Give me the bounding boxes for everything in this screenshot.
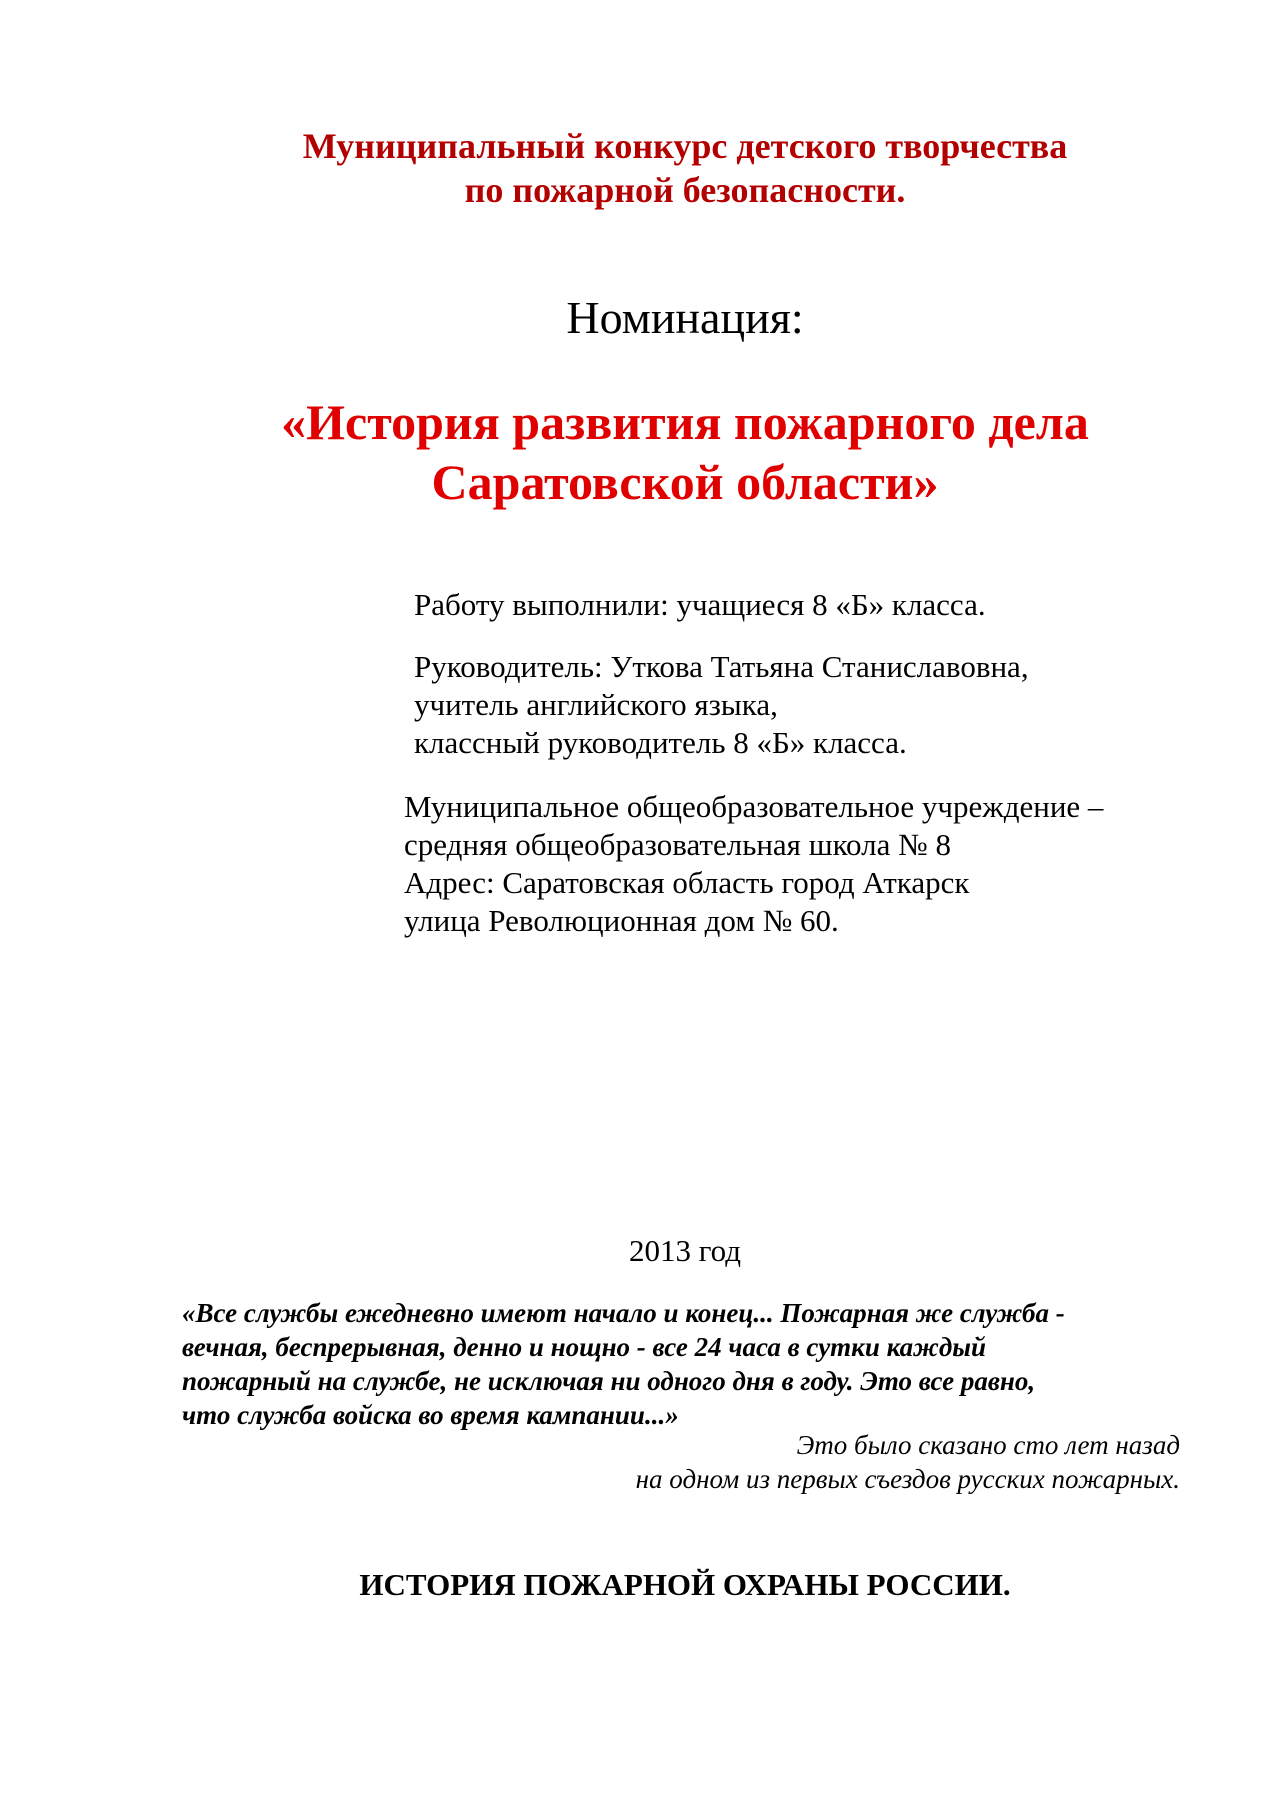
quote-line-1: «Все службы ежедневно имеют начало и конец... Пожарная же служба - xyxy=(182,1298,1065,1328)
school-line-2: средняя общеобразовательная школа № 8 xyxy=(404,827,951,862)
supervisor-info xyxy=(414,648,1029,762)
quote-line-3: пожарный на службе, не исключая ни одного дня в году. Это все равно, xyxy=(182,1366,1036,1396)
supervisor-line-1: Руководитель: Уткова Татьяна Станиславовна, xyxy=(414,649,1029,684)
contest-heading xyxy=(0,124,1280,212)
attribution-line-2: на одном из первых съездов русских пожарных. xyxy=(635,1464,1180,1494)
year-label: 2013 год xyxy=(628,1233,742,1268)
school-info xyxy=(404,788,1103,940)
nomination-title xyxy=(0,392,1280,512)
nomination-title-line-2: Саратовской области» xyxy=(431,454,939,510)
supervisor-line-2: учитель английского языка, xyxy=(414,687,778,722)
nomination-title-line-1: «История развития пожарного дела xyxy=(281,394,1089,450)
school-line-1: Муниципальное общеобразовательное учреждение – xyxy=(404,789,1104,824)
authors-info xyxy=(414,586,986,624)
authors-line: Работу выполнили: учащиеся 8 «Б» класса. xyxy=(414,587,986,622)
section-heading: ИСТОРИЯ ПОЖАРНОЙ ОХРАНЫ РОССИИ. xyxy=(359,1567,1011,1602)
contest-heading-line-2: по пожарной безопасности. xyxy=(464,170,906,210)
school-line-3: Адрес: Саратовская область город Аткарск xyxy=(404,865,970,900)
quote-line-4: что служба войска во время кампании...» xyxy=(182,1400,679,1430)
supervisor-line-3: классный руководитель 8 «Б» класса. xyxy=(414,725,907,760)
contest-heading-line-1: Муниципальный конкурс детского творчества xyxy=(302,126,1068,166)
attribution-line-1: Это было сказано сто лет назад xyxy=(796,1430,1180,1460)
quote-attribution xyxy=(636,1428,1180,1496)
nomination-label: Номинация: xyxy=(566,292,804,343)
quote-line-2: вечная, беспрерывная, денно и нощно - все 24 часа в сутки каждый xyxy=(182,1332,986,1362)
epigraph-quote xyxy=(182,1296,1202,1432)
school-line-4: улица Революционная дом № 60. xyxy=(404,903,839,938)
